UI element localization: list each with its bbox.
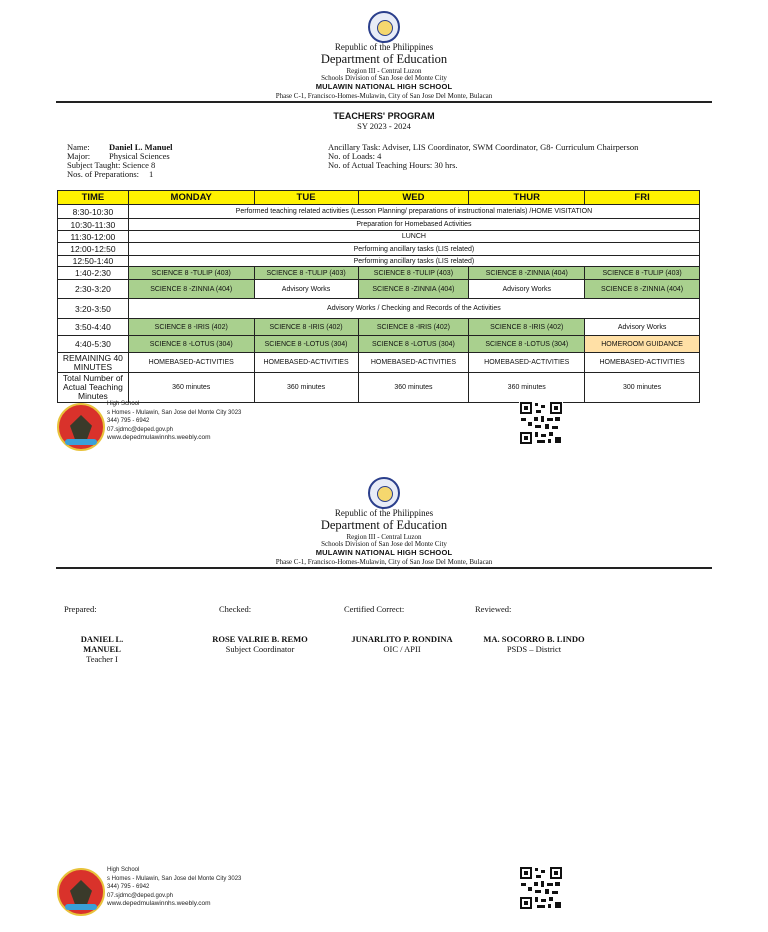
header-time: TIME <box>58 191 129 205</box>
school-logo-icon <box>57 403 105 451</box>
class-cell: HOMEBASED-ACTIVITIES <box>358 353 469 373</box>
qr-code-icon <box>519 866 563 910</box>
signatory-name: JUNARLITO P. RONDINA <box>351 634 453 644</box>
schedule-table <box>57 190 700 403</box>
schedule-header-row <box>58 191 700 205</box>
region-text: Region III - Central Luzon <box>346 67 422 75</box>
time-cell: 3:50-4:40 <box>58 319 129 336</box>
class-cell: SCIENCE 8 -TULIP (403) <box>358 267 469 280</box>
class-cell: SCIENCE 8 -TULIP (403) <box>254 267 358 280</box>
table-row <box>58 243 700 256</box>
signatory-name: ROSE VALRIE B. REMO <box>212 634 308 644</box>
signatory-prepared <box>64 604 97 614</box>
class-cell: 360 minutes <box>128 373 254 403</box>
school-logo-icon <box>57 868 105 916</box>
signatory-role: Reviewed: <box>475 604 512 614</box>
signatory-checked <box>219 604 251 614</box>
merged-cell: Performed teaching related activities (Lesson Planning/ preparations of instructional materials) /HOME VISITATION <box>128 205 699 219</box>
preps-value: 1 <box>149 169 154 179</box>
class-cell: 300 minutes <box>585 373 700 403</box>
division-text: Schools Division of San Jose del Monte City <box>321 74 447 82</box>
time-cell: 8:30-10:30 <box>58 205 129 219</box>
table-row <box>58 280 700 299</box>
teacher-assignments <box>328 143 638 170</box>
class-cell: SCIENCE 8 -ZINNIA (404) <box>358 280 469 299</box>
signatory-name: MA. SOCORRO B. LINDO <box>483 634 585 644</box>
footer-line: 344) 795 - 6942 <box>107 418 150 424</box>
signatory-title: PSDS – District <box>506 644 562 654</box>
class-cell: HOMEBASED-ACTIVITIES <box>128 353 254 373</box>
region-text: Region III - Central Luzon <box>346 533 422 541</box>
signatory-block <box>482 634 586 654</box>
class-cell: SCIENCE 8 -TULIP (403) <box>585 267 700 280</box>
footer-line: 344) 795 - 6942 <box>107 884 150 890</box>
time-cell: 2:30-3:20 <box>58 280 129 299</box>
header-monday: MONDAY <box>128 191 254 205</box>
class-cell: SCIENCE 8 -LOTUS (304) <box>254 336 358 353</box>
signatory-reviewed <box>475 604 511 614</box>
department-title: Department of Education <box>320 518 448 532</box>
signatory-block <box>210 634 310 654</box>
merged-cell: LUNCH <box>128 231 699 243</box>
merged-cell: Preparation for Homebased Activities <box>128 219 699 231</box>
time-cell: 3:20-3:50 <box>58 299 129 319</box>
footer-contact <box>107 400 241 443</box>
signatory-title: Teacher I <box>86 654 118 664</box>
footer-line: 07.sjdmc@deped.gov.ph <box>107 892 174 899</box>
time-cell: 12:00-12:50 <box>58 243 129 256</box>
signatory-role: Certified Correct: <box>344 604 405 614</box>
table-row <box>58 299 700 319</box>
school-year: SY 2023 - 2024 <box>357 121 411 131</box>
school-name: MULAWIN NATIONAL HIGH SCHOOL <box>315 548 453 557</box>
footer-link[interactable]: www.depedmulawinnhs.weebly.com <box>107 434 211 441</box>
time-cell: 12:50-1:40 <box>58 256 129 267</box>
school-address: Phase C-1, Francisco-Homes-Mulawin, City of San Jose Del Monte, Bulacan <box>275 558 493 566</box>
time-cell: 1:40-2:30 <box>58 267 129 280</box>
signatory-block <box>62 634 142 664</box>
class-cell: SCIENCE 8 -ZINNIA (404) <box>469 267 585 280</box>
teacher-name: Daniel L. Manuel <box>109 142 173 152</box>
footer-line: s Homes - Mulawin, San Jose del Monte City 3023 <box>107 409 242 416</box>
class-cell: Advisory Works <box>585 319 700 336</box>
class-cell: HOMEROOM GUIDANCE <box>585 336 700 353</box>
class-cell: Advisory Works <box>469 280 585 299</box>
table-row <box>58 256 700 267</box>
teacher-major: Physical Sciences <box>109 151 170 161</box>
footer-line: s Homes - Mulawin, San Jose del Monte City 3023 <box>107 875 242 882</box>
preps-label: Nos. of Preparations: <box>67 169 140 179</box>
header-fri: FRI <box>585 191 700 205</box>
footer-line: High School <box>107 867 140 873</box>
major-label: Major: <box>67 151 91 161</box>
time-cell: 4:40-5:30 <box>58 336 129 353</box>
class-cell: SCIENCE 8 -IRIS (402) <box>128 319 254 336</box>
header-wed: WED <box>358 191 469 205</box>
table-row <box>58 231 700 243</box>
republic-text: Republic of the Philippines <box>334 42 434 52</box>
time-cell: 11:30-12:00 <box>58 231 129 243</box>
department-title: Department of Education <box>320 52 448 66</box>
class-cell: 360 minutes <box>254 373 358 403</box>
class-cell: SCIENCE 8 -IRIS (402) <box>254 319 358 336</box>
footer-line: 07.sjdmc@deped.gov.ph <box>107 426 174 433</box>
class-cell: HOMEBASED-ACTIVITIES <box>254 353 358 373</box>
table-row <box>58 219 700 231</box>
school-name: MULAWIN NATIONAL HIGH SCHOOL <box>315 82 453 91</box>
teacher-info <box>67 143 173 179</box>
signatory-title: Subject Coordinator <box>225 644 295 654</box>
name-label: Name: <box>67 142 90 152</box>
class-cell: SCIENCE 8 -ZINNIA (404) <box>585 280 700 299</box>
header-rule <box>56 567 712 569</box>
class-cell: SCIENCE 8 -IRIS (402) <box>358 319 469 336</box>
table-row <box>58 353 700 373</box>
teaching-hours: No. of Actual Teaching Hours: 30 hrs. <box>328 160 458 170</box>
program-title: TEACHERS' PROGRAM <box>333 111 435 121</box>
merged-cell: Performing ancillary tasks (LIS related) <box>128 256 699 267</box>
class-cell: SCIENCE 8 -IRIS (402) <box>469 319 585 336</box>
header-rule <box>56 101 712 103</box>
merged-cell: Performing ancillary tasks (LIS related) <box>128 243 699 256</box>
subject-taught: Subject Taught: Science 8 <box>67 160 156 170</box>
signatory-name: DANIEL L. MANUEL <box>80 634 124 654</box>
time-cell: REMAINING 40 MINUTES <box>58 353 129 373</box>
signatory-certified <box>344 604 404 614</box>
no-of-loads: No. of Loads: 4 <box>328 151 382 161</box>
class-cell: SCIENCE 8 -TULIP (403) <box>128 267 254 280</box>
signatory-title: OIC / APII <box>383 644 421 654</box>
signatory-block <box>349 634 455 654</box>
class-cell: Advisory Works <box>254 280 358 299</box>
deped-seal-icon <box>368 477 400 509</box>
table-row <box>58 267 700 280</box>
class-cell: SCIENCE 8 -LOTUS (304) <box>469 336 585 353</box>
qr-code-icon <box>519 401 563 445</box>
time-cell: 10:30-11:30 <box>58 219 129 231</box>
table-row <box>58 205 700 219</box>
table-row <box>58 373 700 403</box>
class-cell: HOMEBASED-ACTIVITIES <box>469 353 585 373</box>
signatory-role: Prepared: <box>64 604 97 614</box>
class-cell: HOMEBASED-ACTIVITIES <box>585 353 700 373</box>
division-text: Schools Division of San Jose del Monte City <box>321 540 447 548</box>
class-cell: SCIENCE 8 -LOTUS (304) <box>128 336 254 353</box>
signatory-role: Checked: <box>219 604 252 614</box>
table-row <box>58 319 700 336</box>
time-cell: Total Number of Actual Teaching Minutes <box>58 373 129 403</box>
footer-contact <box>107 866 241 909</box>
class-cell: SCIENCE 8 -LOTUS (304) <box>358 336 469 353</box>
school-address: Phase C-1, Francisco-Homes-Mulawin, City of San Jose Del Monte, Bulacan <box>275 92 493 100</box>
table-row <box>58 336 700 353</box>
header-thur: THUR <box>469 191 585 205</box>
footer-link[interactable]: www.depedmulawinnhs.weebly.com <box>107 900 211 907</box>
republic-text: Republic of the Philippines <box>334 508 434 518</box>
footer-line: High School <box>107 401 140 407</box>
header-tue: TUE <box>254 191 358 205</box>
class-cell: 360 minutes <box>358 373 469 403</box>
class-cell: SCIENCE 8 -ZINNIA (404) <box>128 280 254 299</box>
ancillary-task: Ancillary Task: Adviser, LIS Coordinator, SWM Coordinator, G8- Curriculum Chairperson <box>328 142 639 152</box>
deped-seal-icon <box>368 11 400 43</box>
merged-cell: Advisory Works / Checking and Records of the Activities <box>128 299 699 319</box>
class-cell: 360 minutes <box>469 373 585 403</box>
